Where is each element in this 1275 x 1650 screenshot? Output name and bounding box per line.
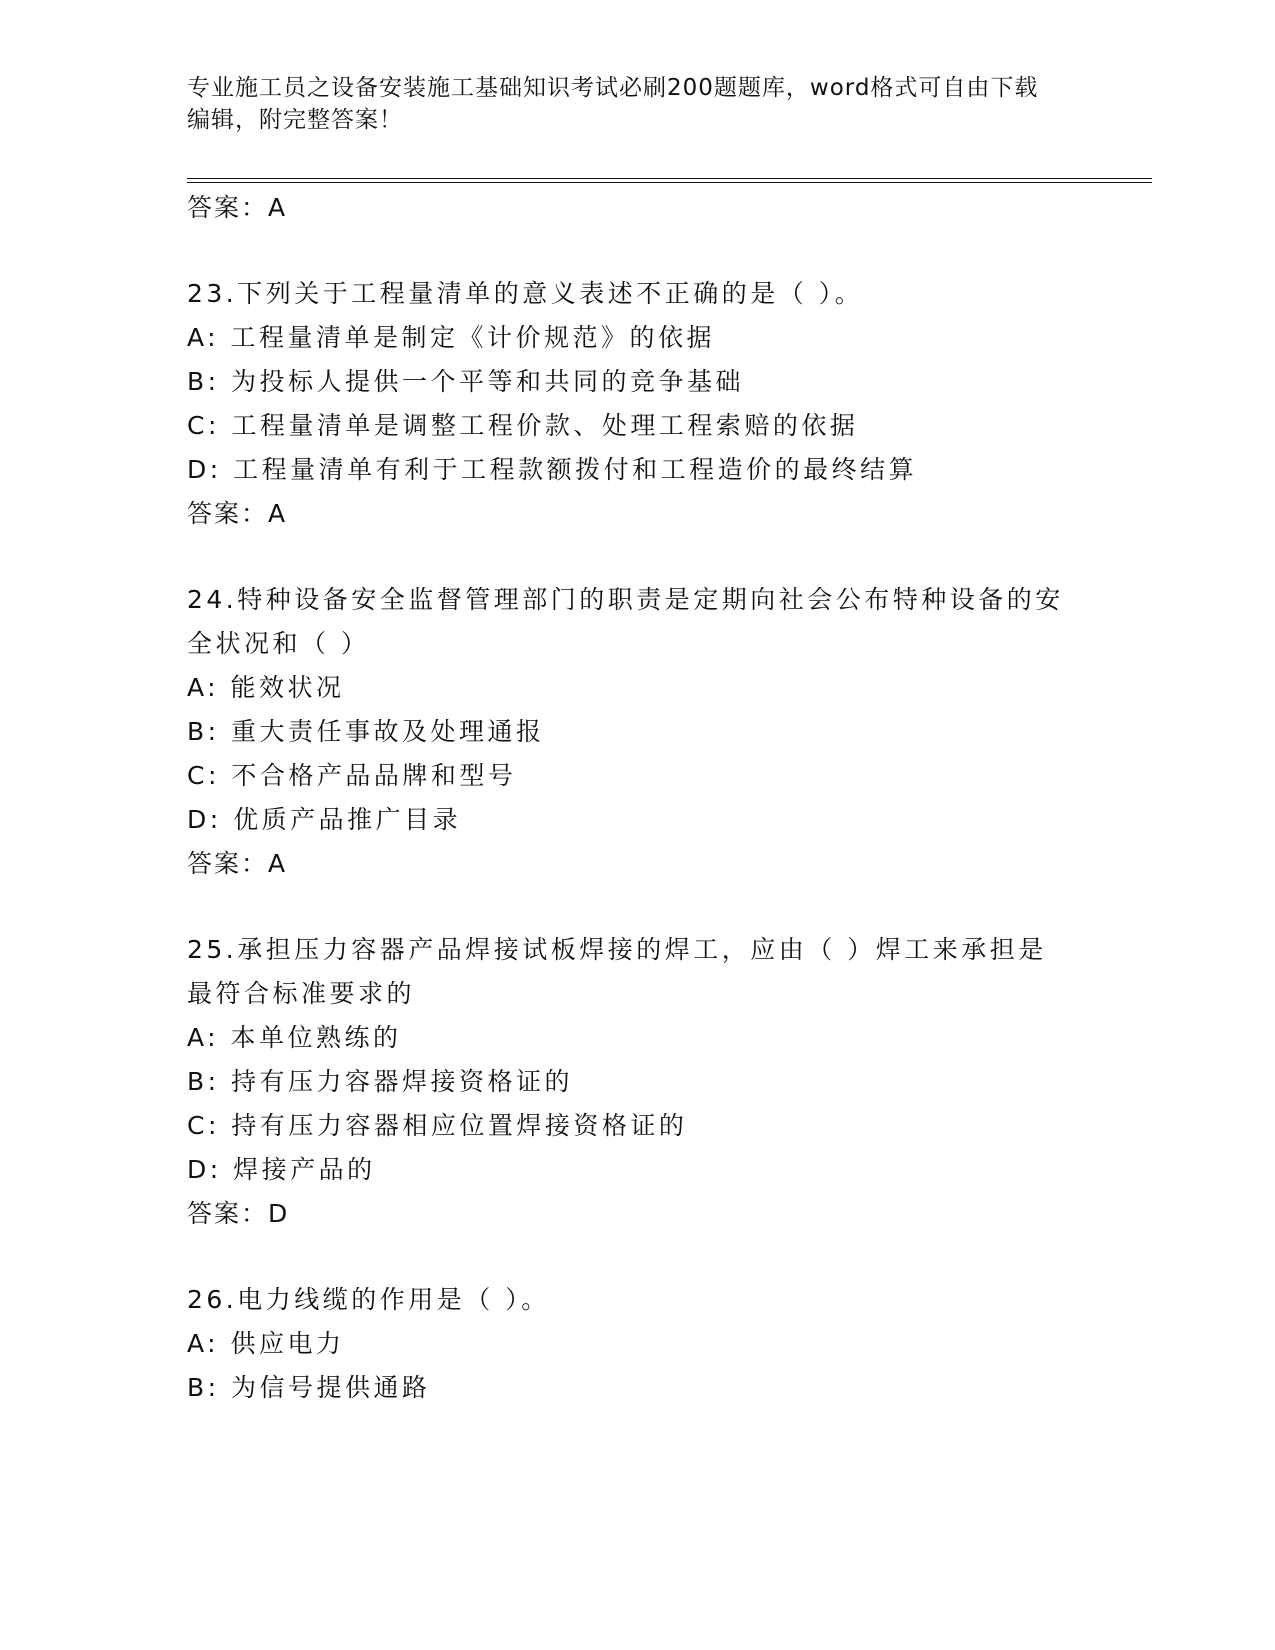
question-25-option-a: A: 本单位熟练的 — [187, 1023, 402, 1052]
question-25-answer: 答案：D — [187, 1199, 290, 1228]
question-24-option-a: A: 能效状况 — [187, 673, 345, 702]
question-26-stem: 26.电力线缆的作用是（ ）。 — [187, 1285, 550, 1314]
header-line-2: 编辑，附完整答案！ — [187, 107, 403, 133]
question-25-stem-line-1: 25.承担压力容器产品焊接试板焊接的焊工，应由（ ）焊工来承担是 — [187, 935, 1047, 964]
question-23-option-d: D: 工程量清单有利于工程款额拨付和工程造价的最终结算 — [187, 455, 918, 484]
question-24-stem-line-2: 全状况和（ ） — [187, 629, 370, 658]
previous-answer: 答案：A — [187, 193, 288, 222]
question-24-stem-line-1: 24.特种设备安全监督管理部门的职责是定期向社会公布特种设备的安 — [187, 585, 1064, 614]
question-26-option-b: B: 为信号提供通路 — [187, 1373, 431, 1402]
question-25-option-d: D: 焊接产品的 — [187, 1155, 376, 1184]
question-23-option-b: B: 为投标人提供一个平等和共同的竞争基础 — [187, 367, 745, 396]
question-23-stem: 23.下列关于工程量清单的意义表述不正确的是（ ）。 — [187, 279, 864, 308]
header-line-1: 专业施工员之设备安装施工基础知识考试必刷200题题库，word格式可自由下载 — [187, 75, 1039, 101]
question-24-option-c: C: 不合格产品品牌和型号 — [187, 761, 517, 790]
question-23-answer: 答案：A — [187, 499, 288, 528]
question-25-option-b: B: 持有压力容器焊接资格证的 — [187, 1067, 574, 1096]
header-divider-bottom — [187, 182, 1152, 183]
question-26-option-a: A: 供应电力 — [187, 1329, 345, 1358]
question-25-stem-line-2: 最符合标准要求的 — [187, 979, 416, 1008]
question-24-option-b: B: 重大责任事故及处理通报 — [187, 717, 545, 746]
header-divider-top — [187, 178, 1152, 179]
question-25-option-c: C: 持有压力容器相应位置焊接资格证的 — [187, 1111, 688, 1140]
question-24-answer: 答案：A — [187, 849, 288, 878]
question-23-option-a: A: 工程量清单是制定《计价规范》的依据 — [187, 323, 716, 352]
question-24-option-d: D: 优质产品推广目录 — [187, 805, 462, 834]
question-23-option-c: C: 工程量清单是调整工程价款、处理工程索赔的依据 — [187, 411, 859, 440]
document-header — [187, 72, 1067, 136]
